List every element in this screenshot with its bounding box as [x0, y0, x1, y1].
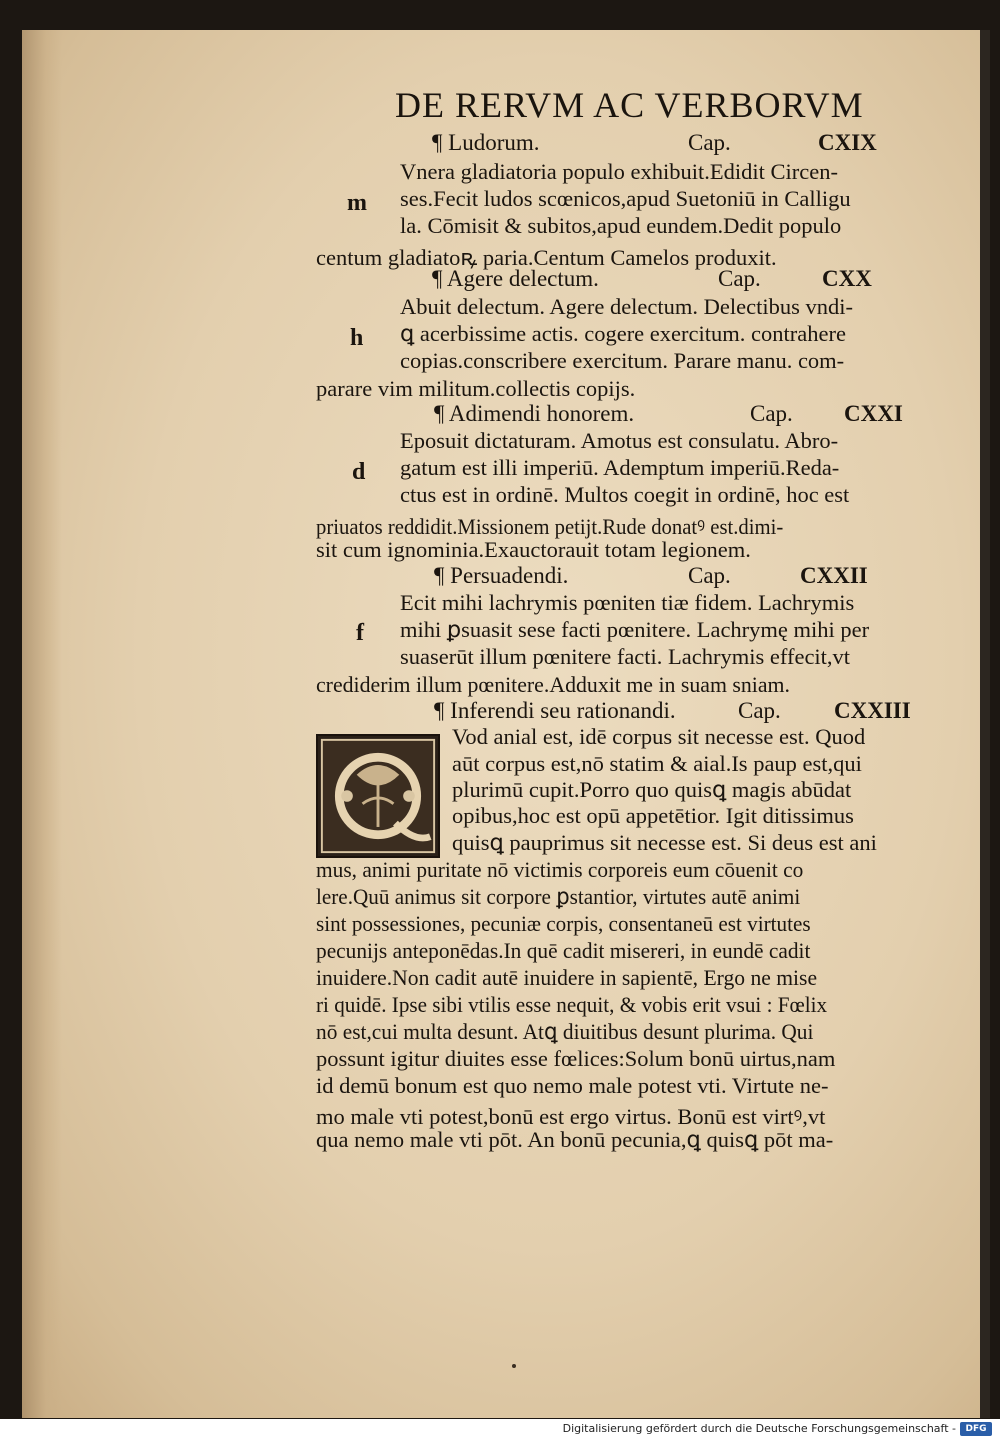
text-line: ri quidē. Ipse sibi vtilis esse nequit, & vobis erit vsui : Fœlix — [316, 992, 828, 1017]
text-line: Ecit mihi lachrymis pœniten tiæ fidem. Lachrymis — [400, 590, 855, 615]
section-title: ¶ Inferendi seu rationandi. — [434, 698, 676, 723]
section-number: CXXII — [800, 563, 868, 588]
section-number: CXXI — [844, 401, 903, 426]
text-line: lere.Quū animus sit corpore ꝑstantior, virtutes autē animi — [316, 884, 801, 909]
page-speck — [512, 1364, 516, 1368]
text-line: qua nemo male vti pōt. An bonū pecunia,ꝗ quisꝗ pōt ma- — [316, 1127, 834, 1152]
ornament-icon — [318, 736, 438, 856]
section-cap-label: Cap. — [750, 401, 793, 426]
text-line: Eposuit dictaturam. Amotus est consulatu. Abro- — [400, 428, 839, 453]
text-line: possunt igitur diuites esse fœlices:Solum bonū uirtus,nam — [316, 1046, 836, 1071]
text-line: priuatos reddidit.Missionem petijt.Rude donatꝰ est.dimi- — [316, 514, 784, 539]
margin-letter: h — [350, 325, 364, 351]
section-title: ¶ Persuadendi. — [434, 563, 569, 588]
section-title: ¶ Agere delectum. — [432, 266, 599, 291]
text-line: copias.conscribere exercitum. Parare manu. com- — [400, 348, 845, 373]
text-line: sint possessiones, pecuniæ corpis, consentaneū est virtutes — [316, 911, 811, 936]
text-line: quisꝗ pauprimus sit necesse est. Si deus est ani — [452, 830, 877, 855]
text-line: mihi ꝑsuasit sese facti pœnitere. Lachrymę mihi per — [400, 617, 870, 642]
section-title: ¶ Ludorum. — [432, 130, 540, 155]
text-line: gatum est illi imperiū. Ademptum imperiū.Reda- — [400, 455, 840, 480]
text-line: crediderim illum pœnitere.Adduxit me in suam sniam. — [316, 672, 790, 697]
text-line: centum gladiatoꝶ paria.Centum Camelos produxit. — [316, 245, 777, 270]
text-line: la. Cōmisit & subitos,apud eundem.Dedit populo — [400, 213, 842, 238]
section-cap-label: Cap. — [718, 266, 761, 291]
text-line: id demū bonum est quo nemo male potest vti. Virtute ne- — [316, 1073, 829, 1098]
margin-letter: f — [356, 620, 364, 646]
digitization-footer — [0, 1419, 1000, 1439]
text-line: nō est,cui multa desunt. Atꝗ diuitibus desunt plurima. Qui — [316, 1019, 814, 1044]
running-head: DE RERVM AC VERBORVM — [395, 85, 864, 125]
section-title: ¶ Adimendi honorem. — [434, 401, 635, 426]
section-number: CXX — [822, 266, 872, 291]
text-line: inuidere.Non cadit autē inuidere in sapientē, Ergo ne mise — [316, 965, 818, 990]
section-number: CXIX — [818, 130, 877, 155]
margin-letter: d — [352, 459, 366, 485]
section-number: CXXIII — [834, 698, 911, 723]
dfg-logo-icon: DFG — [960, 1422, 992, 1436]
text-line: Vnera gladiatoria populo exhibuit.Edidit Circen- — [400, 159, 839, 184]
section-cap-label: Cap. — [738, 698, 781, 723]
text-line: ctus est in ordinē. Multos coegit in ordinē, hoc est — [400, 482, 850, 507]
text-line: mus, animi puritate nō victimis corporeis eum cōuenit co — [316, 857, 804, 882]
text-line: ꝗ acerbissime actis. cogere exercitum. contrahere — [400, 321, 846, 346]
text-line: parare vim militum.collectis copijs. — [316, 376, 636, 401]
text-line: ses.Fecit ludos scœnicos,apud Suetoniū in Calligu — [400, 186, 851, 211]
footer-credit: Digitalisierung gefördert durch die Deutsche Forschungsgemeinschaft - — [562, 1422, 956, 1435]
section-cap-label: Cap. — [688, 563, 731, 588]
text-line: Vod anial est, idē corpus sit necesse est. Quod — [452, 724, 866, 749]
text-line: opibus,hoc est opū appetētior. Igit ditissimus — [452, 803, 854, 828]
text-line: plurimū cupit.Porro quo quisꝗ magis abūdat — [452, 777, 852, 802]
decorated-initial-q — [316, 734, 440, 858]
text-line: aūt corpus est,nō statim & aial.Is paup est,qui — [452, 751, 862, 776]
text-line: sit cum ignominia.Exauctorauit totam legionem. — [316, 537, 751, 562]
text-line: suaserūt illum pœnitere facti. Lachrymis effecit,vt — [400, 644, 851, 669]
text-line: pecunijs anteponēdas.In quē cadit misereri, in eundē cadit — [316, 938, 811, 963]
text-line: mo male vti potest,bonū est ergo virtus. Bonū est virtꝰ,vt — [316, 1104, 826, 1129]
page-gutter-shadow — [22, 30, 62, 1418]
text-line: Abuit delectum. Agere delectum. Delectibus vndi- — [400, 294, 853, 319]
section-cap-label: Cap. — [688, 130, 731, 155]
margin-letter: m — [347, 190, 367, 216]
